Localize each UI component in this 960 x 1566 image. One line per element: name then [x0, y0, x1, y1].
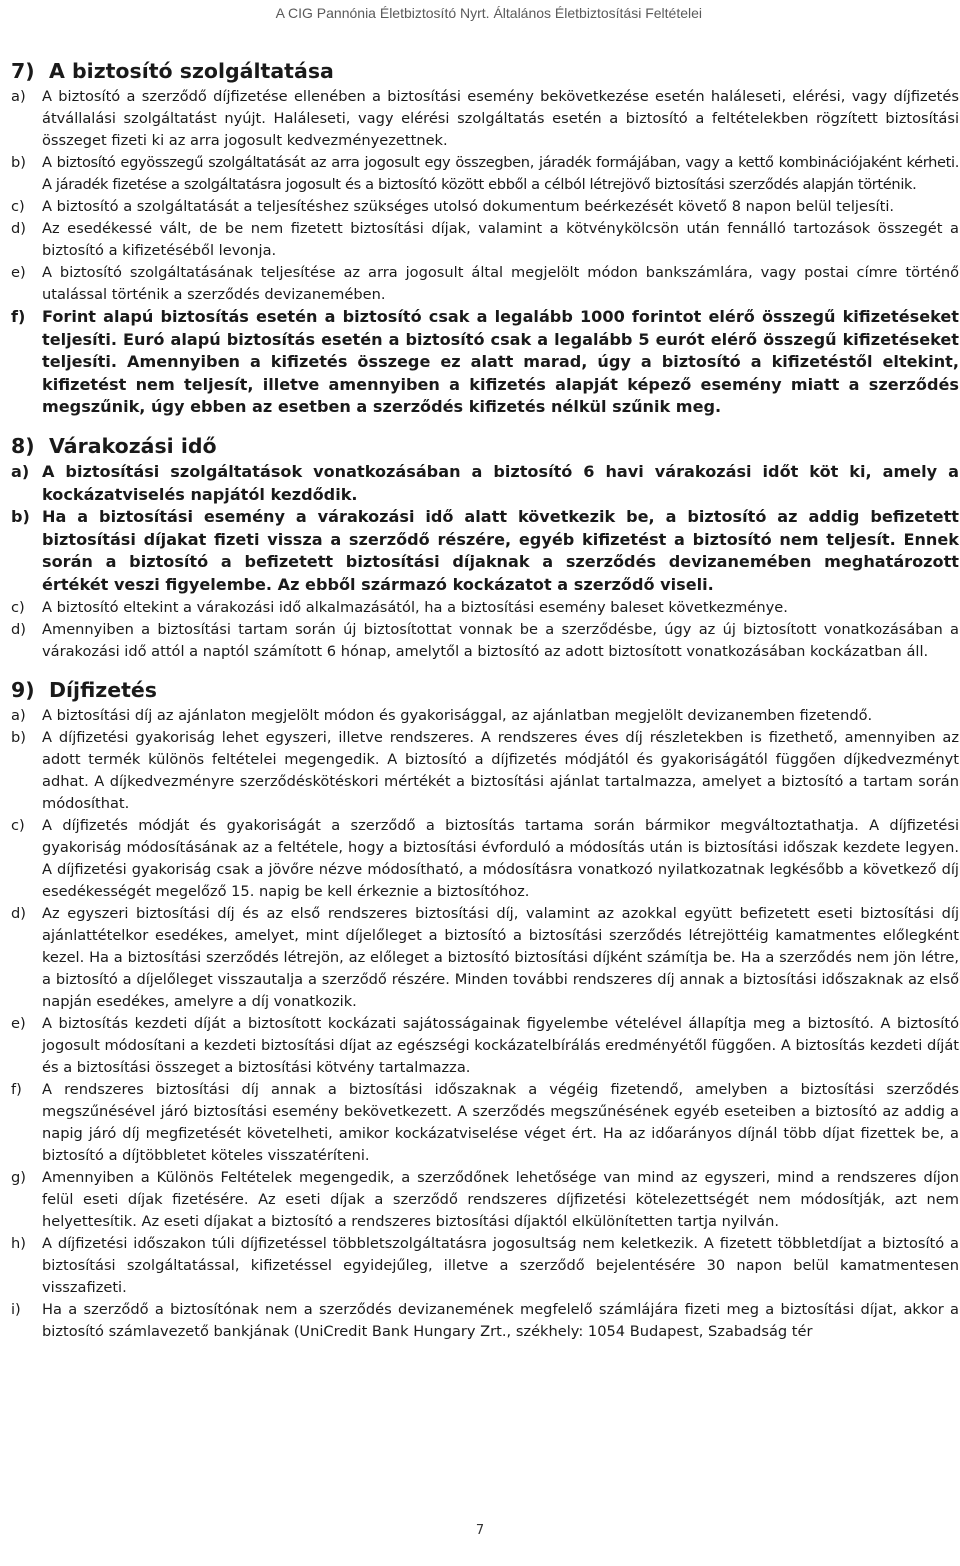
list-item — [11, 1167, 959, 1233]
item-text: A díjfizetési időszakon túli díjfizetéssel többletszolgáltatásra jogosultság nem keletkezik. A fizetett többletdíjat a biztosító a biztosítási szolgáltatással, kifizetéssel egyidejűleg, illetve a szerződő bejelentésére 30 napon belül kamatmentesen visszafizeti. — [42, 1234, 959, 1296]
item-text: A biztosítás kezdeti díját a biztosított kockázati sajátosságainak figyelembe vételével állapítja meg a biztosító. A biztosító jogosult módosítani a kezdeti biztosítási díjat az egészségi kockázatelbírálás eredményétől függően. A biztosítás kezdeti díját és a biztosítási összeget a biztosítási kötvény tartalmazza. — [42, 1014, 959, 1076]
item-text: A biztosító egyösszegű szolgáltatását az arra jogosult egy összegben, járadék formájában, vagy a kettő kombinációjaként kérheti. A járadék fizetése a szolgáltatásra jogosult és a biztosító között ebből a célból létrejövő biztosítási szerződés alapján történik. — [42, 154, 959, 193]
item-text: Amennyiben a Különös Feltételek megengedik, a szerződőnek lehetősége van mind az egyszeri, mind a rendszeres díjon felül eseti díjak fizetésére. Az eseti díjak a szerződő rendszeres díjfizetési kötelezettségét nem módosítják, azt nem helyettesítik. Az eseti díjakat a biztosító a rendszeres biztosítási díjaktól elkülönítetten tartja nyilván. — [42, 1168, 959, 1230]
document-body — [11, 58, 959, 1343]
section-title: Díjfizetés — [49, 677, 158, 702]
list-item — [11, 815, 959, 903]
item-text: Az esedékessé vált, de be nem fizetett biztosítási díjak, valamint a kötvénykölcsön után fennálló tartozások összegét a biztosító a kifizetéséből levonja. — [42, 220, 959, 259]
item-label: b) — [11, 507, 30, 527]
list-item — [11, 597, 959, 619]
item-text: Ha a biztosítási esemény a várakozási idő alatt következik be, a biztosító az addig befizetett biztosítási díjakat fizeti vissza a szerződő részére, egyéb kifizetést a biztosító nem teljesít. Ennek során a biztosító a befizetett biztosítási díjaknak a szerződés devizanemében meghatározott értékét veszi figyelembe. Az ebből származó kockázatot a szerződő viseli. — [42, 507, 959, 594]
item-label: b) — [11, 728, 26, 746]
item-label: b) — [11, 154, 26, 171]
section-heading — [11, 433, 959, 459]
list-item — [11, 196, 959, 218]
list-item — [11, 461, 959, 506]
item-text: A biztosító szolgáltatásának teljesítése az arra jogosult által megjelölt módon bankszámlára, vagy postai címre történő utalással történik a szerződés devizanemében. — [42, 264, 959, 303]
item-text: Forint alapú biztosítás esetén a biztosító csak a legalább 1000 forintot elérő összegű kifizetéseket teljesíti. Euró alapú biztosítás esetén a biztosító csak a legalább 5 eurót elérő összegű kifizetéseket teljesíti. Amennyiben a kifizetés összege ez alatt marad, úgy a biztosító a kifizetéstől eltekint, kifizetést nem teljesít, illetve amennyiben a kifizetés alapját képező esemény miatt a szerződés megszűnik, úgy ebben az esetben a szerződés kifizetés nélkül szűnik meg. — [42, 307, 959, 417]
section-title: A biztosító szolgáltatása — [49, 59, 334, 83]
item-label: a) — [11, 461, 30, 481]
item-text: Ha a szerződő a biztosítónak nem a szerződés devizanemének megfelelő számlájára fizeti meg a biztosítási díjat, akkor a biztosító számlavezető bankjának (UniCredit Bank Hungary Zrt., székhely: 1054 Budapest, Szabadság tér — [42, 1300, 959, 1340]
item-label: d) — [11, 220, 26, 237]
section-heading — [11, 677, 959, 703]
section-number: 8) — [11, 433, 35, 458]
section-9 — [11, 677, 959, 1343]
item-label: g) — [11, 1168, 26, 1186]
section-number: 9) — [11, 677, 35, 702]
section-heading — [11, 58, 959, 84]
list-item — [11, 1299, 959, 1343]
list-item — [11, 262, 959, 306]
item-text: Az egyszeri biztosítási díj és az első rendszeres biztosítási díj, valamint az azokkal együtt befizetett eseti biztosítási díj ajánlattételkor esedékes, amelyet, mint díjelőleget a biztosító a biztosítási szerződés létrejöttéig kamatmentes előlegként kezel. Ha a biztosítási szerződés létrejön, az előleget a biztosító biztosítási díjként számítja be. Ha a szerződés nem jön létre, a biztosító a díjelőleget visszautalja a szerződő részére. Minden további rendszeres díj annak a biztosítási időszaknak az első napján esedékes, amelyre a díj vonatkozik. — [42, 904, 959, 1010]
item-text: A biztosító a szolgáltatását a teljesítéshez szükséges utolsó dokumentum beérkezését követő 8 napon belül teljesíti. — [42, 198, 895, 215]
item-label: a) — [11, 88, 26, 105]
item-label: i) — [11, 1300, 21, 1318]
list-item — [11, 705, 959, 727]
item-text: A díjfizetés módját és gyakoriságát a szerződő a biztosítás tartama során bármikor megváltoztathatja. A díjfizetési gyakoriság módosításának az a feltétele, hogy a biztosítási évforduló a módosítás után is biztosítási időszak kezdete legyen. A díjfizetési gyakoriság csak a jövőre nézve módosítható, a módosításra vonatkozó nyilatkozatnak legkésőbb a következő díj esedékességét megelőző 15. napig be kell érkeznie a biztosítóhoz. — [42, 816, 959, 900]
running-header: A CIG Pannónia Életbiztosító Nyrt. Általános Életbiztosítási Feltételei — [275, 5, 702, 21]
list-item — [11, 903, 959, 1013]
item-label: e) — [11, 1014, 26, 1032]
list-item — [11, 152, 959, 196]
item-text: A biztosító a szerződő díjfizetése ellenében a biztosítási esemény bekövetkezése esetén haláleseti, elérési, vagy díjfizetés átvállalási szolgáltatást nyújt. Haláleseti, vagy elérési szolgáltatás esetén a biztosító a feltételekben rögzített biztosítási összeget fizeti ki az arra jogosult kedvezményezettnek. — [42, 88, 959, 149]
item-text: A biztosítási szolgáltatások vonatkozásában a biztosító 6 havi várakozási időt köt ki, amely a kockázatviselés napjától kezdődik. — [42, 461, 959, 504]
section-8 — [11, 433, 959, 663]
item-label: c) — [11, 598, 25, 616]
section-gap — [11, 663, 959, 677]
list-item — [11, 619, 959, 663]
page-number: 7 — [475, 1523, 485, 1538]
item-label: f) — [11, 1080, 22, 1098]
item-label: c) — [11, 816, 25, 834]
list-item — [11, 306, 959, 419]
item-text: A díjfizetési gyakoriság lehet egyszeri, illetve rendszeres. A rendszeres éves díj részletekben is fizethető, amennyiben az adott termék különös feltételei megengedik. A biztosító a díjfizetés módjától és gyakoriságától függően díjkedvezményt adhat. A díjkedvezményre szerződéskötéskori mértékét a biztosítási ajánlat tartalmazza, amelyet a biztosító a tartam során módosíthat. — [42, 728, 959, 812]
item-text: A biztosítási díj az ajánlaton megjelölt módon és gyakorisággal, az ajánlatban megjelölt devizanemben fizetendő. — [42, 706, 873, 724]
section-7 — [11, 58, 959, 419]
section-number: 7) — [11, 59, 35, 83]
section-title: Várakozási idő — [49, 433, 217, 458]
item-label: a) — [11, 706, 26, 724]
list-item — [11, 1013, 959, 1079]
list-item — [11, 506, 959, 596]
item-label: e) — [11, 264, 26, 281]
item-label: d) — [11, 620, 26, 638]
item-label: d) — [11, 904, 26, 922]
item-label: c) — [11, 198, 25, 215]
section-gap — [11, 419, 959, 433]
item-text: Amennyiben a biztosítási tartam során új biztosítottat vonnak be a szerződésbe, úgy az új biztosított vonatkozásában a várakozási idő attól a naptól számított 6 hónap, amelytől a biztosító az adott biztosított vonatkozásában kockázatban áll. — [42, 620, 959, 660]
item-label: h) — [11, 1234, 26, 1252]
list-item — [11, 727, 959, 815]
list-item — [11, 86, 959, 152]
item-text: A rendszeres biztosítási díj annak a biztosítási időszaknak a végéig fizetendő, amelyben a biztosítási szerződés megszűnésével járó biztosítási esemény bekövetkezett. A szerződés megszűnésének egyéb eseteiben a biztosító az addig a napig járó díj megfizetését követelheti, amikor kockázatviselése véget ért. Ha az időarányos díjnál több díjat fizettek be, a biztosító a díjtöbbletet köteles visszatéríteni. — [42, 1080, 959, 1164]
list-item — [11, 1233, 959, 1299]
list-item — [11, 218, 959, 262]
item-label: f) — [11, 307, 26, 326]
item-text: A biztosító eltekint a várakozási idő alkalmazásától, ha a biztosítási esemény baleset következménye. — [42, 598, 788, 616]
list-item — [11, 1079, 959, 1167]
